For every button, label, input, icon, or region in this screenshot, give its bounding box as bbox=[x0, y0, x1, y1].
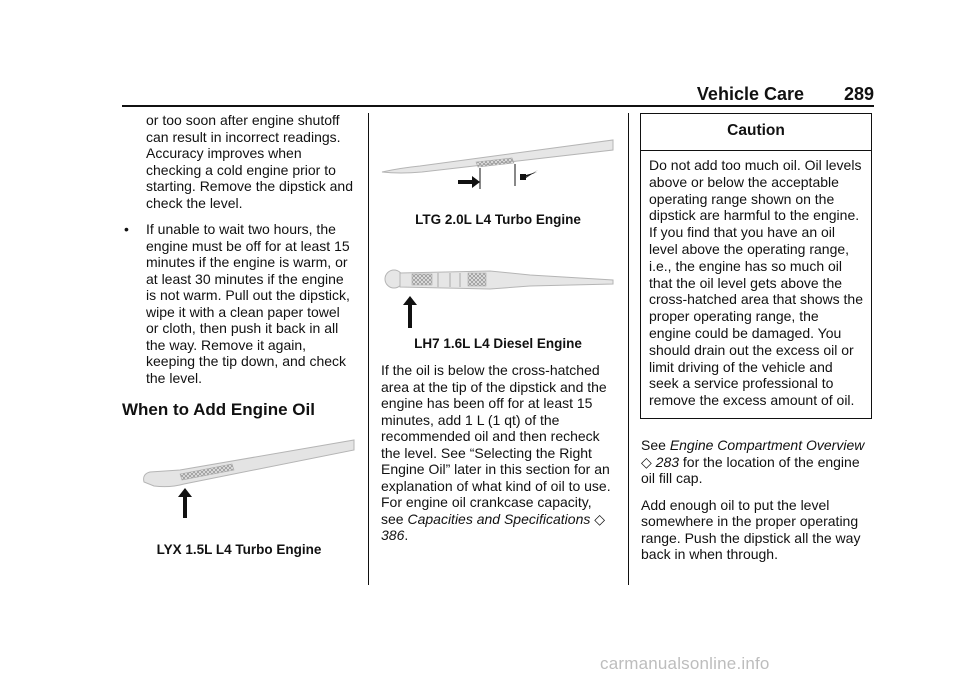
sentence-end: . bbox=[404, 527, 409, 543]
lh7-dipstick-figure bbox=[380, 262, 615, 332]
arrow-up-icon bbox=[403, 296, 417, 328]
bullet-item bbox=[122, 221, 356, 386]
page-number: 289 bbox=[843, 84, 874, 104]
lyx-caption: LYX 1.5L L4 Turbo Engine bbox=[156, 542, 322, 557]
ltg-dipstick-figure bbox=[380, 132, 615, 194]
bullet-text: If unable to wait two hours, the engine must be off for at least 15 minutes if the engine is warm, or at least 30 minutes if the engine is not warm. Pull out the dipstick, wipe it with a clean paper towel or cloth, then push it back in all the way. Remove it again, keeping the tip down, and check the level. bbox=[146, 221, 350, 386]
lyx-dipstick-figure bbox=[140, 438, 356, 528]
column-1 bbox=[122, 112, 356, 419]
ref-symbol: ◇ bbox=[641, 453, 652, 470]
ltg-caption: LTG 2.0L L4 Turbo Engine bbox=[415, 212, 581, 227]
page-header bbox=[122, 84, 874, 104]
section-heading: When to Add Engine Oil bbox=[122, 400, 315, 419]
add-oil-text: If the oil is below the cross-hatched area at the tip of the dipstick and the engine has been off for at least 15 minutes, add 1 L (1 qt) of the recommended oil and then recheck the level. See “Selecting the Right Engine Oil” later in this section for an explanation of what kind of oil to use. For engine oil crankcase capacity, see bbox=[381, 362, 611, 527]
see-tail: for the location of the engine oil fill cap. bbox=[641, 453, 860, 486]
see-word: See bbox=[641, 437, 666, 453]
see-paragraph bbox=[641, 437, 874, 487]
bullet-mark: • bbox=[124, 221, 129, 237]
column-2-text bbox=[381, 362, 616, 554]
caution-box bbox=[640, 113, 872, 419]
add-oil-paragraph bbox=[381, 362, 616, 544]
lh7-caption: LH7 1.6L L4 Diesel Engine bbox=[414, 336, 582, 351]
engine-compartment-page-link[interactable]: 283 bbox=[655, 453, 680, 470]
ref-symbol: ◇ bbox=[594, 510, 606, 527]
add-enough-paragraph: Add enough oil to put the level somewhere in the proper operating range. Push the dipstick all the way back in when through. bbox=[641, 496, 861, 562]
arrow-right-icon bbox=[458, 176, 480, 188]
capacities-link[interactable]: Capacities and Specifications bbox=[407, 510, 591, 527]
column-3-text bbox=[641, 437, 874, 573]
watermark: carmanualsonline.info bbox=[600, 654, 770, 673]
column-divider-2 bbox=[628, 113, 629, 585]
arrow-up-icon bbox=[178, 488, 192, 518]
capacities-page-link[interactable]: 386 bbox=[381, 527, 405, 543]
engine-compartment-link[interactable]: Engine Compartment Overview bbox=[669, 437, 865, 453]
section-title: Vehicle Care bbox=[696, 84, 804, 104]
continued-paragraph: or too soon after engine shutoff can result in incorrect readings. Accuracy improves when checking a cold engine prior to starting. Remove the dipstick and check the level. bbox=[146, 112, 353, 211]
column-divider-1 bbox=[368, 113, 369, 585]
header-rule bbox=[122, 105, 874, 107]
caution-title: Caution bbox=[641, 114, 871, 151]
caution-text: Do not add too much oil. Oil levels above or below the acceptable operating range shown on the dipstick are harmful to the engine. If you find that you have an oil level above the operating range, i.e., the engine has so much oil that the oil level gets above the cross-hatched area that shows the proper operating range, the engine could be damaged. You should drain out the excess oil or limit driving of the vehicle and seek a service professional to remove the excess amount of oil. bbox=[649, 157, 864, 409]
